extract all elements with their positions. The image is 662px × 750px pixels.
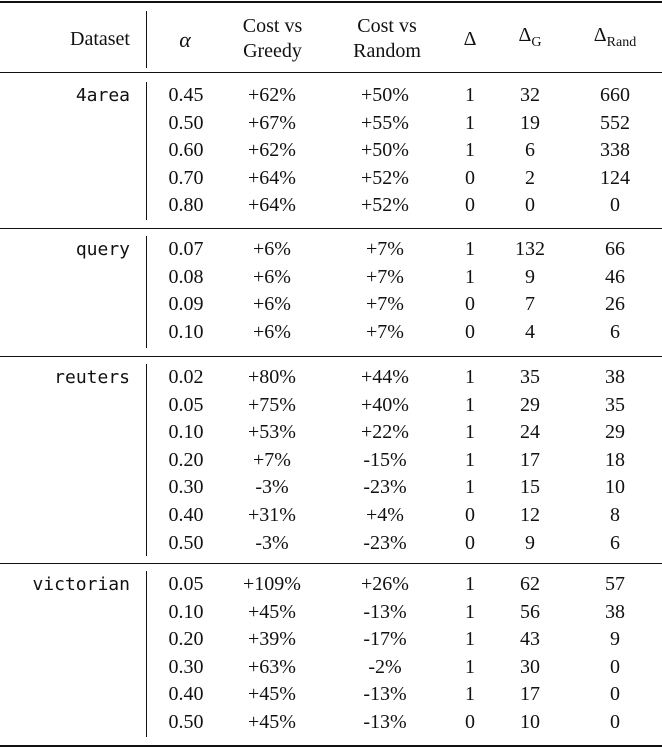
delta-rand-cell: 6 (610, 320, 620, 343)
cost-vs-greedy-cell: +45% (248, 683, 296, 706)
header-rule (0, 72, 662, 73)
cost-vs-random-cell: +50% (361, 84, 409, 106)
table-row (0, 364, 662, 392)
cost-vs-random-cell: +7% (366, 320, 404, 343)
delta-rand-cell: 6 (610, 531, 620, 554)
delta-rand-cell: 38 (605, 600, 625, 623)
header-delta (450, 8, 490, 70)
section-rule-reuters (0, 356, 662, 357)
delta-g-cell: 4 (525, 320, 535, 343)
table-row (0, 447, 662, 475)
alpha-cell: 0.50 (168, 710, 204, 733)
delta-g-cell: 132 (515, 238, 545, 260)
delta-rand-cell: 0 (610, 194, 620, 217)
dataset-cell: victorian (32, 574, 130, 595)
cost-vs-random-cell: +22% (361, 421, 409, 444)
delta-cell: 1 (465, 238, 475, 260)
header-delta-g-subscript: G (531, 35, 542, 50)
delta-rand-cell: 552 (600, 111, 630, 134)
section-rule-victorian (0, 563, 662, 564)
delta-rand-cell: 29 (605, 421, 625, 444)
alpha-cell: 0.20 (168, 628, 204, 651)
delta-g-cell: 12 (520, 503, 540, 526)
delta-cell: 1 (465, 421, 475, 444)
header-dataset-label: Dataset (70, 27, 130, 50)
table-row (0, 474, 662, 502)
delta-rand-cell: 38 (605, 366, 625, 388)
header-delta-label: Δ (463, 27, 477, 50)
cost-vs-random-cell: +26% (361, 573, 409, 595)
delta-cell: 0 (465, 194, 475, 217)
cost-vs-greedy-cell: +45% (248, 600, 296, 623)
delta-g-cell: 15 (520, 476, 540, 499)
delta-rand-cell: 18 (605, 448, 625, 471)
delta-cell: 1 (465, 476, 475, 499)
table-row (0, 709, 662, 737)
cost-vs-greedy-cell: +39% (248, 628, 296, 651)
cost-vs-greedy-cell: +75% (248, 393, 296, 416)
delta-g-cell: 10 (520, 710, 540, 733)
cost-vs-random-cell: -2% (368, 655, 402, 678)
delta-g-cell: 19 (520, 111, 540, 134)
cost-vs-greedy-cell: +6% (253, 238, 291, 260)
delta-g-cell: 62 (520, 573, 540, 595)
delta-rand-cell: 0 (610, 655, 620, 678)
cost-vs-greedy-cell: +67% (248, 111, 296, 134)
alpha-cell: 0.08 (168, 265, 204, 288)
delta-cell: 1 (465, 265, 475, 288)
table-row (0, 82, 662, 110)
table-row (0, 599, 662, 627)
cost-vs-greedy-cell: +45% (248, 710, 296, 733)
cost-vs-greedy-cell: +6% (253, 320, 291, 343)
table-group-victorian (0, 571, 662, 737)
cost-vs-greedy-cell: +62% (248, 84, 296, 106)
delta-cell: 1 (465, 655, 475, 678)
delta-cell: 1 (465, 366, 475, 388)
delta-cell: 1 (465, 600, 475, 623)
header-cost-vs-random (332, 8, 442, 70)
cost-vs-random-cell: +55% (361, 111, 409, 134)
cost-vs-random-cell: +50% (361, 139, 409, 162)
alpha-cell: 0.02 (168, 366, 204, 388)
cost-vs-random-cell: +52% (361, 166, 409, 189)
top-rule (0, 1, 662, 3)
delta-rand-cell: 0 (610, 710, 620, 733)
cost-vs-greedy-cell: -3% (255, 531, 289, 554)
cost-vs-random-cell: +40% (361, 393, 409, 416)
cost-vs-greedy-cell: +109% (243, 573, 301, 595)
cost-vs-random-cell: -15% (363, 448, 407, 471)
header-alpha-label: α (179, 26, 191, 52)
delta-g-cell: 43 (520, 628, 540, 651)
delta-rand-cell: 9 (610, 628, 620, 651)
cost-vs-random-cell: +7% (366, 265, 404, 288)
delta-rand-cell: 0 (610, 683, 620, 706)
delta-cell: 1 (465, 84, 475, 106)
cost-vs-random-cell: -13% (363, 710, 407, 733)
header-vertical-rule (146, 11, 147, 68)
table-row (0, 502, 662, 530)
delta-cell: 1 (465, 139, 475, 162)
delta-rand-cell: 46 (605, 265, 625, 288)
alpha-cell: 0.09 (168, 293, 204, 316)
alpha-cell: 0.30 (168, 655, 204, 678)
table-group-query (0, 236, 662, 346)
cost-vs-random-cell: +4% (366, 503, 404, 526)
delta-g-cell: 0 (525, 194, 535, 217)
header-delta-rand-base: Δ (593, 24, 607, 46)
delta-cell: 1 (465, 111, 475, 134)
delta-rand-cell: 660 (600, 84, 630, 106)
table-group-4area (0, 82, 662, 220)
table-group-reuters (0, 364, 662, 557)
delta-rand-cell: 338 (600, 139, 630, 162)
alpha-cell: 0.07 (168, 238, 204, 260)
delta-rand-cell: 26 (605, 293, 625, 316)
header-cost-vs-greedy (225, 8, 320, 70)
cost-vs-random-cell: +52% (361, 194, 409, 217)
table-row (0, 110, 662, 138)
section-rule-query (0, 228, 662, 229)
cost-vs-greedy-cell: +64% (248, 166, 296, 189)
delta-cell: 0 (465, 531, 475, 554)
header-delta-rand (570, 8, 660, 70)
alpha-cell: 0.05 (168, 573, 204, 595)
header-delta-rand-subscript: Rand (606, 35, 637, 50)
cost-vs-greedy-cell: +31% (248, 503, 296, 526)
alpha-cell: 0.50 (168, 531, 204, 554)
table-row (0, 392, 662, 420)
delta-rand-cell: 124 (600, 166, 630, 189)
cost-vs-random-cell: -23% (363, 531, 407, 554)
delta-g-cell: 30 (520, 655, 540, 678)
delta-cell: 1 (465, 683, 475, 706)
table-row (0, 419, 662, 447)
cost-vs-random-cell: -17% (363, 628, 407, 651)
cost-vs-greedy-cell: +80% (248, 366, 296, 388)
cost-vs-greedy-cell: +6% (253, 293, 291, 316)
alpha-cell: 0.10 (168, 600, 204, 623)
alpha-cell: 0.40 (168, 683, 204, 706)
cost-vs-greedy-cell: +53% (248, 421, 296, 444)
table-row (0, 264, 662, 292)
delta-cell: 0 (465, 320, 475, 343)
delta-rand-cell: 8 (610, 503, 620, 526)
cost-vs-random-cell: +7% (366, 293, 404, 316)
alpha-cell: 0.70 (168, 166, 204, 189)
dataset-cell: reuters (54, 367, 130, 388)
header-cost-vs-greedy-line1: Cost vs (242, 15, 303, 37)
cost-vs-random-cell: +44% (361, 366, 409, 388)
table-row (0, 626, 662, 654)
table-row (0, 165, 662, 193)
delta-rand-cell: 57 (605, 573, 625, 595)
cost-vs-greedy-cell: +63% (248, 655, 296, 678)
header-cost-vs-random-line2: Random (353, 40, 421, 62)
cost-vs-greedy-cell: +62% (248, 139, 296, 162)
header-cost-vs-random-line1: Cost vs (357, 15, 417, 37)
cost-vs-greedy-cell: +64% (248, 194, 296, 217)
dataset-cell: 4area (75, 85, 130, 106)
alpha-cell: 0.50 (168, 111, 204, 134)
cost-vs-random-cell: -23% (363, 476, 407, 499)
delta-cell: 1 (465, 448, 475, 471)
delta-g-cell: 56 (520, 600, 540, 623)
delta-g-cell: 2 (525, 166, 535, 189)
alpha-cell: 0.45 (168, 84, 204, 106)
delta-g-cell: 6 (525, 139, 535, 162)
delta-cell: 0 (465, 293, 475, 316)
dataset-cell: query (75, 239, 130, 260)
header-dataset (0, 8, 130, 70)
header-delta-g (500, 8, 560, 70)
bottom-rule (0, 745, 662, 747)
alpha-cell: 0.30 (168, 476, 204, 499)
table-row (0, 571, 662, 599)
delta-g-cell: 35 (520, 366, 540, 388)
header-cost-vs-greedy-line2: Greedy (243, 40, 302, 62)
delta-cell: 0 (465, 710, 475, 733)
delta-g-cell: 7 (525, 293, 535, 316)
cost-vs-greedy-cell: +7% (253, 448, 291, 471)
delta-cell: 0 (465, 503, 475, 526)
delta-rand-cell: 66 (605, 238, 625, 260)
delta-g-cell: 32 (520, 84, 540, 106)
delta-g-cell: 9 (525, 265, 535, 288)
delta-cell: 1 (465, 573, 475, 595)
alpha-cell: 0.10 (168, 320, 204, 343)
table-row (0, 681, 662, 709)
table-row (0, 137, 662, 165)
delta-g-cell: 9 (525, 531, 535, 554)
alpha-cell: 0.10 (168, 421, 204, 444)
cost-vs-greedy-cell: -3% (255, 476, 289, 499)
delta-rand-cell: 10 (605, 476, 625, 499)
table-row (0, 654, 662, 682)
alpha-cell: 0.05 (168, 393, 204, 416)
table-row (0, 192, 662, 220)
cost-vs-random-cell: -13% (363, 683, 407, 706)
alpha-cell: 0.40 (168, 503, 204, 526)
delta-g-cell: 29 (520, 393, 540, 416)
header-delta-g-base: Δ (518, 24, 532, 46)
cost-vs-random-cell: -13% (363, 600, 407, 623)
delta-g-cell: 24 (520, 421, 540, 444)
table-row (0, 530, 662, 558)
table-row (0, 319, 662, 347)
table-row (0, 236, 662, 264)
delta-cell: 1 (465, 628, 475, 651)
delta-cell: 1 (465, 393, 475, 416)
cost-vs-random-cell: +7% (366, 238, 404, 260)
alpha-cell: 0.20 (168, 448, 204, 471)
table-row (0, 291, 662, 319)
delta-g-cell: 17 (520, 683, 540, 706)
delta-g-cell: 17 (520, 448, 540, 471)
header-alpha (150, 8, 220, 70)
alpha-cell: 0.80 (168, 194, 204, 217)
cost-vs-greedy-cell: +6% (253, 265, 291, 288)
delta-rand-cell: 35 (605, 393, 625, 416)
alpha-cell: 0.60 (168, 139, 204, 162)
delta-cell: 0 (465, 166, 475, 189)
